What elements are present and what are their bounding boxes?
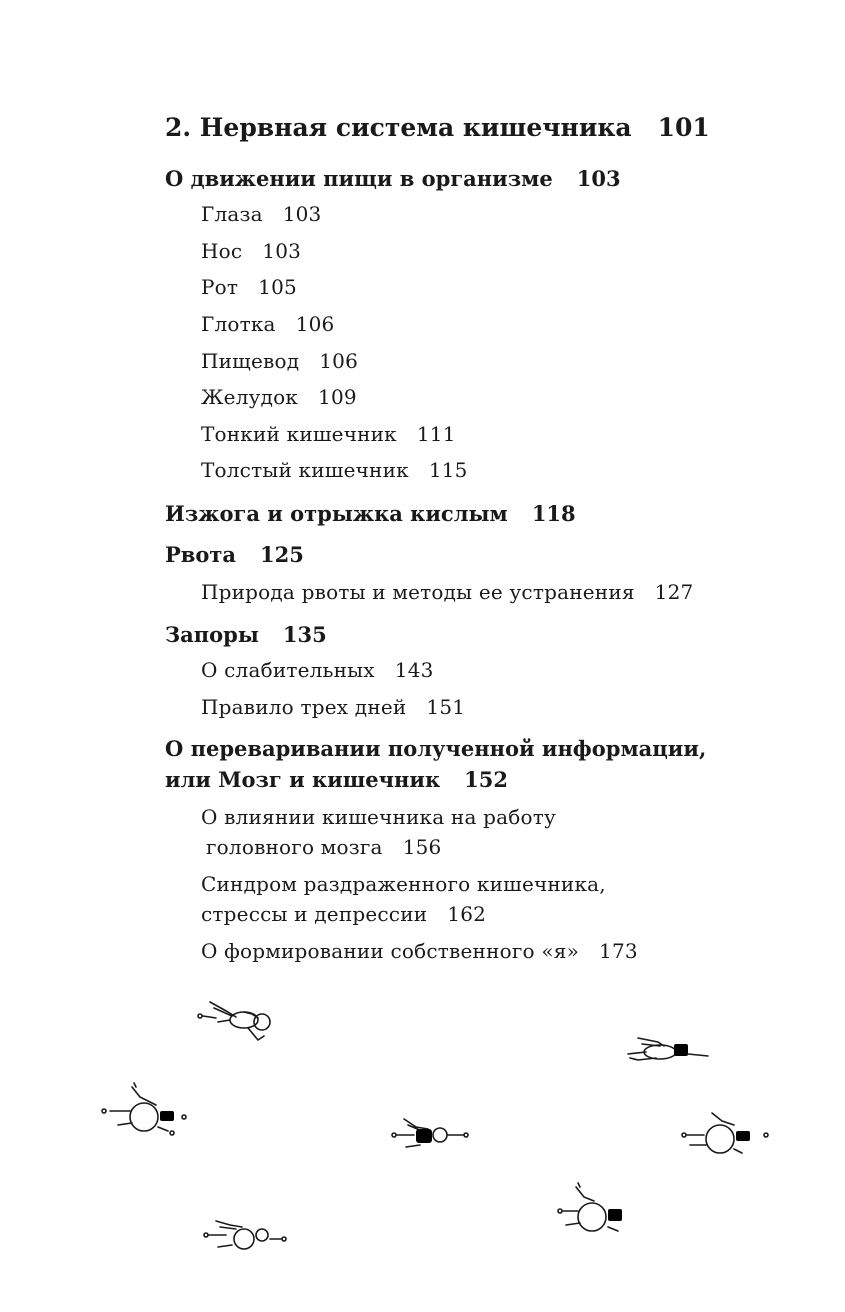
toc-entry xyxy=(201,349,358,373)
toc-page-number: 152 xyxy=(464,767,508,792)
toc-section-title: Изжога и отрыжка кислым xyxy=(165,501,508,526)
toc-entry-title: О слабительных xyxy=(201,658,375,682)
toc-page-number: 151 xyxy=(426,695,466,719)
toc-entry xyxy=(201,422,456,446)
toc-entry-title-line1: Синдром раздраженного кишечника, xyxy=(201,872,606,896)
toc-entry xyxy=(201,275,297,299)
toc-entry-title: Нос xyxy=(201,239,243,263)
toc-entry-title: Правило трех дней xyxy=(201,695,407,719)
toc-section-heading xyxy=(165,736,706,761)
toc-page-number: 109 xyxy=(318,385,357,409)
toc-section-title: Рвота xyxy=(165,542,237,567)
toc-entry-title-line2: головного мозга xyxy=(206,835,383,859)
toc-entry-title: Глаза xyxy=(201,202,263,226)
toc-entry xyxy=(201,312,334,336)
toc-entry-title: Природа рвоты и методы ее устранения xyxy=(201,580,635,604)
toc-entry xyxy=(201,658,434,682)
toc-entry-title: Толстый кишечник xyxy=(201,458,409,482)
toc-page-number: 118 xyxy=(531,501,576,526)
toc-entry-title: Глотка xyxy=(201,312,276,336)
toc-entry-title: Пищевод xyxy=(201,349,300,373)
toc-section-title: О движении пищи в организме xyxy=(165,166,553,191)
toc-entry xyxy=(201,695,465,719)
toc-entry-title-line1: О влиянии кишечника на работу xyxy=(201,805,556,829)
toc-section-title-line1: О переваривании полученной информации, xyxy=(165,736,707,761)
toc-entry xyxy=(201,239,301,263)
toc-page-number: 162 xyxy=(447,902,487,926)
toc-entry-title: Желудок xyxy=(201,385,299,409)
toc-page-number: 156 xyxy=(402,835,442,859)
toc-section-heading xyxy=(165,501,576,526)
toc-page-number: 135 xyxy=(282,622,327,647)
toc-page-number: 103 xyxy=(576,166,621,191)
toc-section-title-line2: или Мозг и кишечник xyxy=(165,767,441,792)
toc-section-heading xyxy=(165,622,327,647)
toc-page-number: 101 xyxy=(657,113,710,142)
toc-page-number: 115 xyxy=(428,458,468,482)
toc-page-number: 173 xyxy=(599,939,638,963)
toc-section-title: Запоры xyxy=(165,622,259,647)
flying-figures-doodle-icon xyxy=(0,985,845,1285)
toc-chapter-heading xyxy=(165,113,710,142)
toc-entry xyxy=(201,458,468,482)
toc-entry xyxy=(201,580,693,604)
toc-page-number: 105 xyxy=(258,275,297,299)
toc-page-number: 106 xyxy=(295,312,335,336)
toc-entry xyxy=(201,805,556,829)
toc-section-heading xyxy=(165,166,621,191)
toc-entry xyxy=(201,872,606,896)
toc-entry xyxy=(201,385,357,409)
toc-page-number: 103 xyxy=(282,202,322,226)
toc-entry xyxy=(201,202,321,226)
toc-entry xyxy=(201,939,638,963)
toc-page-number: 125 xyxy=(260,542,304,567)
toc-page-number: 106 xyxy=(319,349,358,373)
toc-section-heading-cont xyxy=(165,767,508,792)
toc-page-number: 103 xyxy=(262,239,302,263)
toc-page-number: 111 xyxy=(416,422,456,446)
toc-entry-title: Тонкий кишечник xyxy=(201,422,397,446)
toc-entry-title: О формировании собственного «я» xyxy=(201,939,580,963)
toc-entry-cont xyxy=(201,902,486,926)
toc-section-heading xyxy=(165,542,304,567)
toc-entry-title: Рот xyxy=(201,275,239,299)
toc-entry-cont xyxy=(206,835,441,859)
toc-page-number: 127 xyxy=(654,580,694,604)
toc-entry-title-line2: стрессы и депрессии xyxy=(201,902,428,926)
toc-chapter-title: 2. Нервная система кишечника xyxy=(165,113,632,142)
toc-page-number: 143 xyxy=(394,658,434,682)
